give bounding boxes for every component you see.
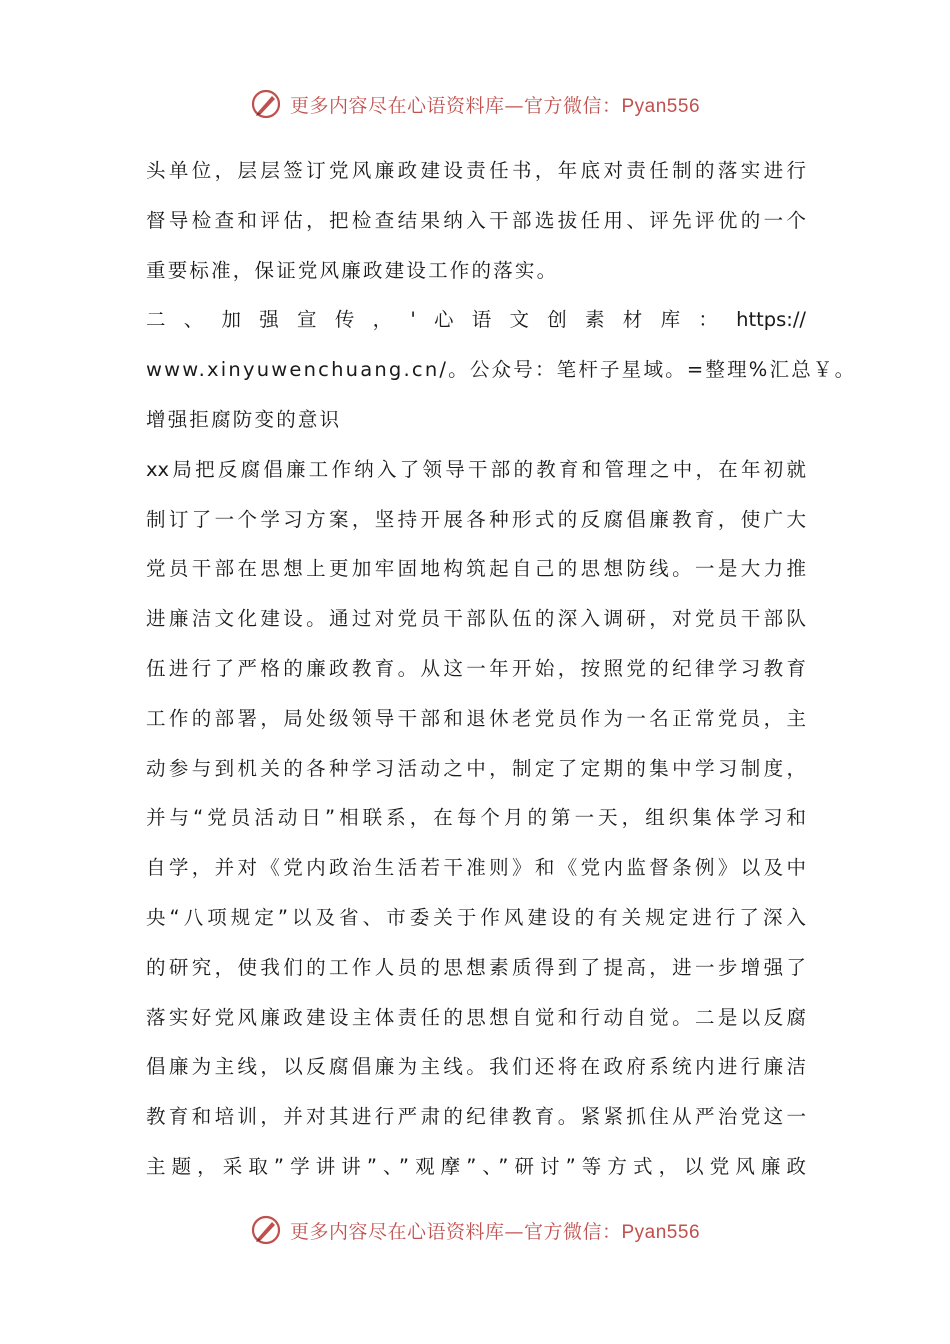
section-heading-line: 二、加强宣传，'心语文创素材库：https:// xyxy=(146,308,806,332)
text-line: 头单位，层层签订党风廉政建设责任书，年底对责任制的落实进行 xyxy=(146,159,806,182)
text-line: 伍进行了严格的廉政教育。从这一年开始，按照党的纪律学习教育 xyxy=(146,656,806,680)
text-line: 落实好党风廉政建设主体责任的思想自觉和行动自觉。二是以反腐 xyxy=(146,1005,806,1029)
text-line: 督导检查和评估，把检查结果纳入干部选拔任用、评先评优的一个 xyxy=(146,208,806,232)
text-line: 自学，并对《党内政治生活若干准则》和《党内监督条例》以及中 xyxy=(146,856,806,880)
text-line: 动参与到机关的各种学习活动之中，制定了定期的集中学习制度， xyxy=(146,756,806,780)
text-line: 制订了一个学习方案，坚持开展各种形式的反腐倡廉教育，使广大 xyxy=(146,507,806,531)
text-line: 重要标准，保证党风廉政建设工作的落实。 xyxy=(146,258,559,282)
text-line: 工作的部署，局处级领导干部和退休老党员作为一名正常党员，主 xyxy=(146,706,806,730)
text-line: 主题，采取”学讲讲”、”观摩”、”研讨”等方式，以党风廉政 xyxy=(146,1154,806,1178)
text-line: 教育和培训，并对其进行严肃的纪律教育。紧紧抓住从严治党这一 xyxy=(146,1105,806,1129)
pen-logo-icon xyxy=(250,1214,282,1246)
text-line: 并与“党员活动日”相联系，在每个月的第一天，组织集体学习和 xyxy=(146,806,806,830)
text-line: 增强拒腐防变的意识 xyxy=(146,407,342,431)
document-body xyxy=(146,146,857,1192)
text-line: 倡廉为主线，以反腐倡廉为主线。我们还将在政府系统内进行廉洁 xyxy=(146,1055,806,1079)
text-line: 的研究，使我们的工作人员的思想素质得到了提高，进一步增强了 xyxy=(146,955,806,979)
text-line: xx局把反腐倡廉工作纳入了领导干部的教育和管理之中，在年初就 xyxy=(146,457,806,481)
text-line: 党员干部在思想上更加牢固地构筑起自己的思想防线。一是大力推 xyxy=(146,557,806,581)
text-line: 进廉洁文化建设。通过对党员干部队伍的深入调研，对党员干部队 xyxy=(146,607,806,631)
text-line: 央“八项规定”以及省、市委关于作风建设的有关规定进行了深入 xyxy=(146,905,806,929)
watermark-text: 更多内容尽在心语资料库—官方微信：Pyan556 xyxy=(289,94,701,117)
header-watermark xyxy=(0,84,950,124)
footer-watermark xyxy=(0,1210,950,1250)
text-line: www.xinyuwenchuang.cn/。公众号：笔杆子星域。=整理%汇总￥。 xyxy=(146,358,857,382)
watermark-text: 更多内容尽在心语资料库—官方微信：Pyan556 xyxy=(289,1220,701,1243)
pen-logo-icon xyxy=(250,88,282,120)
